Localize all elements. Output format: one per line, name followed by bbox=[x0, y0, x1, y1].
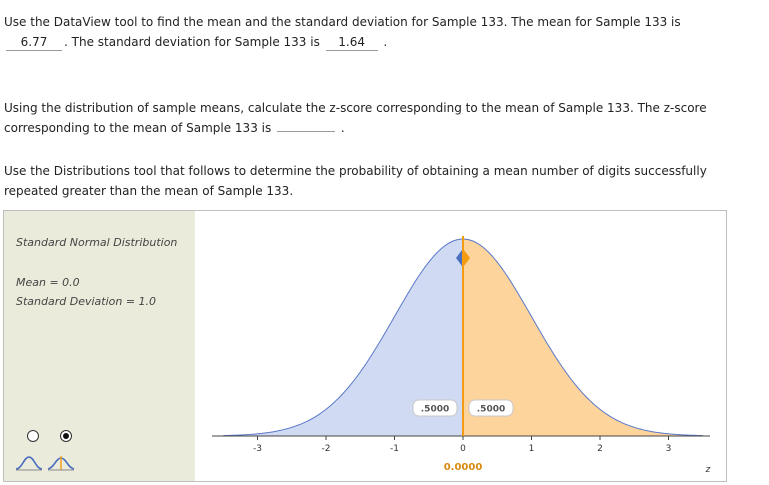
mean-answer-field[interactable]: 6.77 bbox=[6, 34, 62, 51]
distribution-plot[interactable] bbox=[196, 211, 726, 481]
sd-label: Standard Deviation = 1.0 bbox=[16, 295, 157, 308]
t-distribution-icon[interactable] bbox=[46, 453, 76, 473]
distribution-title: Standard Normal Distribution bbox=[16, 236, 178, 249]
distributions-tool bbox=[3, 210, 727, 482]
x-tick-label: 2 bbox=[597, 444, 603, 454]
question-text: Use the DataView tool to find the mean and the standard deviation for Sample 133. The mean for Sample 133 is bbox=[4, 15, 681, 29]
question-text: Use the Distributions tool that follows to determine the probability of obtaining a mean number of digits successfully repeated greater than the mean of Sample 133. bbox=[4, 164, 707, 198]
question-z-score bbox=[4, 98, 754, 138]
normal-distribution-icon[interactable] bbox=[14, 453, 44, 473]
x-tick-label: 0 bbox=[460, 444, 466, 454]
cutoff-value-label: 0.0000 bbox=[443, 462, 483, 473]
x-tick-label: 3 bbox=[665, 444, 672, 454]
question-text: . The standard deviation for Sample 133 is bbox=[64, 35, 320, 49]
question-mean-sd bbox=[4, 12, 754, 52]
mean-label: Mean = 0.0 bbox=[16, 276, 80, 289]
question-text: Using the distribution of sample means, calculate the z-score corresponding to the mean of Sample 133. The z-score corresponding to the mean of Sample 133 is bbox=[4, 101, 707, 135]
tool-side-panel bbox=[4, 211, 195, 481]
right-probability-label: .5000 bbox=[476, 404, 506, 415]
radio-one-tail[interactable] bbox=[27, 430, 39, 442]
x-tick-label: -2 bbox=[321, 444, 331, 454]
question-text: . bbox=[340, 121, 345, 135]
question-probability bbox=[4, 161, 754, 201]
z-score-answer-field[interactable] bbox=[277, 131, 335, 132]
axis-variable-label: z bbox=[705, 465, 711, 475]
sd-answer-field[interactable]: 1.64 bbox=[326, 34, 378, 51]
radio-two-tail[interactable] bbox=[60, 430, 72, 442]
left-probability-label: .5000 bbox=[420, 404, 450, 415]
x-tick-label: -3 bbox=[253, 444, 262, 454]
x-tick-label: -1 bbox=[390, 444, 399, 454]
question-text: . bbox=[383, 35, 388, 49]
x-tick-label: 1 bbox=[528, 444, 535, 454]
